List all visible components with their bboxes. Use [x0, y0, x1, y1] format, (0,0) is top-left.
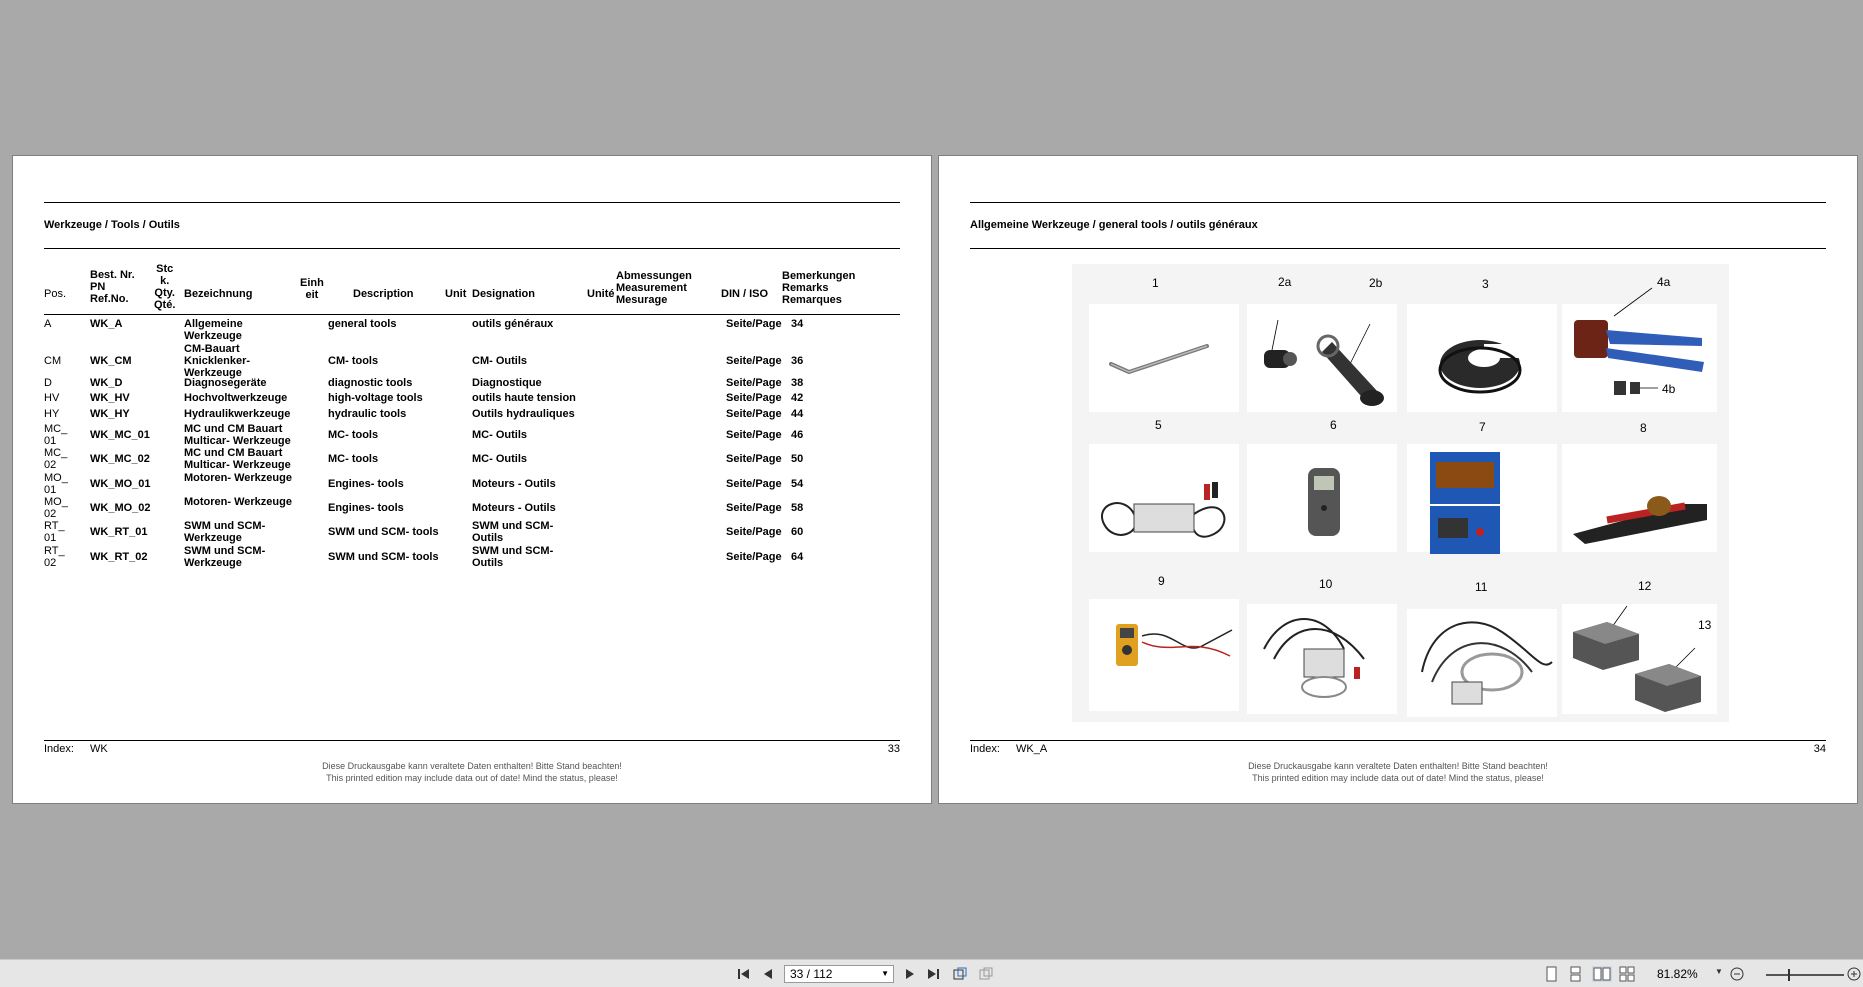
col-unite: Unité: [587, 288, 615, 300]
cell-din-iso: Seite/Page: [726, 392, 782, 404]
callout-2a: 2a: [1278, 275, 1292, 289]
cell-designation: CM- Outils: [472, 355, 527, 367]
cell-din-iso: Seite/Page: [726, 502, 782, 514]
page-indicator: 33 / 112: [790, 967, 833, 981]
footer-rule: [44, 740, 900, 741]
cell-designation: outils généraux: [472, 318, 554, 330]
cell-bezeichnung: Hydraulikwerkzeuge: [184, 408, 291, 420]
top-rule: [970, 202, 1826, 203]
col-best-nr: Best. Nr. PN Ref.No.: [90, 269, 135, 305]
disclaimer-de: Diese Druckausgabe kann veraltete Daten enthalten! Bitte Stand beachten!: [322, 761, 622, 771]
cell-pos: MC_ 01: [44, 423, 68, 447]
cell-best-nr: WK_CM: [90, 355, 132, 367]
callout-9: 9: [1158, 574, 1165, 588]
cell-best-nr: WK_MC_02: [90, 453, 150, 465]
disclaimer-en: This printed edition may include data out of date! Mind the status, please!: [1252, 773, 1544, 783]
document-page-right: [938, 155, 1858, 804]
cell-description: general tools: [328, 318, 397, 330]
callout-2b: 2b: [1369, 276, 1383, 290]
cell-best-nr: WK_A: [90, 318, 123, 330]
last-page-icon[interactable]: [925, 966, 941, 982]
disclaimer-de: Diese Druckausgabe kann veraltete Daten enthalten! Bitte Stand beachten!: [1248, 761, 1548, 771]
cell-designation: SWM und SCM- Outils: [472, 520, 554, 544]
callout-8: 8: [1640, 421, 1647, 435]
cell-designation: Outils hydrauliques: [472, 408, 575, 420]
disclaimer-en: This printed edition may include data out of date! Mind the status, please!: [326, 773, 618, 783]
crimping-pliers-image: [1564, 286, 1714, 416]
cell-description: MC- tools: [328, 453, 379, 465]
cell-din-iso: Seite/Page: [726, 408, 782, 420]
cell-pos: MC_ 02: [44, 447, 68, 471]
callout-4a: 4a: [1657, 275, 1671, 289]
cell-din-iso: Seite/Page: [726, 478, 782, 490]
cell-description: hydraulic tools: [328, 408, 407, 420]
current-probe-cable-image: [1094, 474, 1234, 554]
viewer-toolbar: [0, 959, 1863, 987]
diagnostic-cable-set-image: [1254, 609, 1394, 709]
callout-11: 11: [1475, 580, 1488, 594]
col-bezeichnung: Bezeichnung: [184, 288, 253, 300]
first-page-icon[interactable]: [736, 966, 752, 982]
cell-designation: outils haute tension: [472, 392, 576, 404]
page-heading: Allgemeine Werkzeuge / general tools / outils généraux: [970, 219, 1258, 231]
cell-description: SWM und SCM- tools: [328, 526, 439, 538]
multimeter-image: [1112, 616, 1242, 686]
cell-din-iso: Seite/Page: [726, 551, 782, 563]
rotate-icon[interactable]: [952, 966, 968, 982]
ignition-cable-set-image: [1412, 612, 1557, 712]
cell-description: MC- tools: [328, 429, 379, 441]
storage-boxes-image: [1567, 604, 1717, 714]
cell-page-ref: 46: [791, 429, 804, 441]
cell-best-nr: WK_MO_02: [90, 502, 151, 514]
cell-page-ref: 44: [791, 408, 804, 420]
cell-pos: CM: [44, 355, 62, 367]
footer-index-value: WK_A: [1016, 743, 1048, 755]
next-page-icon[interactable]: [902, 966, 918, 982]
callout-6: 6: [1330, 418, 1337, 432]
footer-rule: [970, 740, 1826, 741]
cell-bezeichnung: MC und CM Bauart Multicar- Werkzeuge: [184, 423, 291, 447]
cell-din-iso: Seite/Page: [726, 355, 782, 367]
zoom-dropdown-icon[interactable]: ▼: [1715, 967, 1723, 976]
footer-page-number: 33: [887, 743, 900, 755]
footer-page-number: 34: [1813, 743, 1826, 755]
footer-index-value: WK: [90, 743, 108, 755]
cell-best-nr: WK_D: [90, 377, 123, 389]
zoom-in-icon[interactable]: [1846, 966, 1862, 982]
cell-pos: MO_ 02: [44, 496, 68, 520]
continuous-view-icon[interactable]: [1567, 966, 1583, 982]
heading-rule: [970, 248, 1826, 249]
tools-photo-panel: [1072, 264, 1729, 722]
callout-3: 3: [1482, 277, 1489, 291]
cell-page-ref: 54: [791, 478, 804, 490]
cell-designation: Diagnostique: [472, 377, 542, 389]
cell-description: CM- tools: [328, 355, 379, 367]
col-qty: Stc k. Qty. Qté.: [154, 263, 176, 311]
cell-page-ref: 50: [791, 453, 804, 465]
callout-4b: 4b: [1662, 382, 1676, 396]
single-page-view-icon[interactable]: [1543, 966, 1559, 982]
zoom-slider-thumb[interactable]: [1788, 969, 1790, 981]
fit-icon[interactable]: [978, 966, 994, 982]
cell-page-ref: 60: [791, 526, 804, 538]
callout-10: 10: [1319, 577, 1333, 591]
page-heading: Werkzeuge / Tools / Outils: [44, 219, 180, 231]
sensor-wrench-image: [1567, 480, 1717, 550]
two-page-view-icon[interactable]: [1592, 966, 1612, 982]
cell-page-ref: 36: [791, 355, 804, 367]
cell-description: Engines- tools: [328, 478, 404, 490]
cell-best-nr: WK_HY: [90, 408, 130, 420]
previous-page-icon[interactable]: [760, 966, 776, 982]
zoom-level[interactable]: 81.82%: [1657, 967, 1698, 981]
cell-bezeichnung: Allgemeine Werkzeuge: [184, 318, 243, 342]
footer-index-label: Index:: [970, 743, 1000, 755]
cell-bezeichnung: Motoren- Werkzeuge: [184, 472, 292, 484]
col-din-iso: DIN / ISO: [721, 288, 769, 300]
cell-page-ref: 58: [791, 502, 804, 514]
table-header-rule: [44, 314, 900, 315]
cell-page-ref: 42: [791, 392, 804, 404]
top-rule: [44, 202, 900, 203]
cell-pos: HY: [44, 408, 60, 420]
zoom-slider[interactable]: [1766, 974, 1844, 976]
zoom-out-icon[interactable]: [1729, 966, 1745, 982]
cell-page-ref: 64: [791, 551, 804, 563]
col-abmessungen: Abmessungen Measurement Mesurage: [616, 270, 692, 306]
cell-page-ref: 38: [791, 377, 804, 389]
document-page-left: [12, 155, 932, 804]
cell-pos: MO_ 01: [44, 472, 68, 496]
cell-din-iso: Seite/Page: [726, 429, 782, 441]
cell-designation: MC- Outils: [472, 453, 527, 465]
col-unit: Unit: [445, 288, 467, 300]
cell-bezeichnung: Diagnosegeräte: [184, 377, 267, 389]
cell-description: Engines- tools: [328, 502, 404, 514]
ring-tool-image: [1432, 324, 1532, 404]
cell-din-iso: Seite/Page: [726, 377, 782, 389]
hex-key-image: [1107, 336, 1217, 376]
cell-bezeichnung: Motoren- Werkzeuge: [184, 496, 292, 508]
cell-best-nr: WK_RT_01: [90, 526, 148, 538]
adapter-and-lever-image: [1260, 312, 1395, 412]
col-designation: Designation: [472, 288, 535, 300]
cell-pos: HV: [44, 392, 60, 404]
col-bemerkungen: Bemerkungen Remarks Remarques: [782, 270, 856, 306]
col-einheit: Einh eit: [300, 277, 324, 301]
callout-5: 5: [1155, 418, 1162, 432]
cell-bezeichnung: MC und CM Bauart Multicar- Werkzeuge: [184, 447, 291, 471]
cell-page-ref: 34: [791, 318, 804, 330]
cell-description: high-voltage tools: [328, 392, 423, 404]
heading-rule: [44, 248, 900, 249]
col-pos: Pos.: [44, 288, 67, 300]
two-page-continuous-view-icon[interactable]: [1619, 966, 1635, 982]
cell-best-nr: WK_MO_01: [90, 478, 151, 490]
callout-12: 12: [1638, 579, 1652, 593]
footer-index-label: Index:: [44, 743, 74, 755]
cell-designation: Moteurs - Outils: [472, 478, 556, 490]
cell-din-iso: Seite/Page: [726, 453, 782, 465]
cell-pos: RT_ 01: [44, 520, 65, 544]
tachometer-image: [1300, 462, 1350, 542]
page-number-input[interactable]: [784, 965, 894, 983]
chevron-down-icon[interactable]: ▼: [881, 969, 889, 978]
cell-best-nr: WK_MC_01: [90, 429, 150, 441]
cell-pos: RT_ 02: [44, 545, 65, 569]
cell-pos: D: [44, 377, 52, 389]
cell-designation: MC- Outils: [472, 429, 527, 441]
callout-1: 1: [1152, 276, 1159, 290]
cell-din-iso: Seite/Page: [726, 318, 782, 330]
tool-case-image: [1420, 448, 1520, 558]
callout-7: 7: [1479, 420, 1486, 434]
cell-bezeichnung: SWM und SCM- Werkzeuge: [184, 545, 266, 569]
cell-designation: Moteurs - Outils: [472, 502, 556, 514]
cell-bezeichnung: CM-Bauart Knicklenker- Werkzeuge: [184, 343, 251, 379]
cell-designation: SWM und SCM- Outils: [472, 545, 554, 569]
cell-description: diagnostic tools: [328, 377, 413, 389]
cell-best-nr: WK_HV: [90, 392, 130, 404]
callout-13: 13: [1698, 618, 1712, 632]
cell-pos: A: [44, 318, 52, 330]
cell-bezeichnung: SWM und SCM- Werkzeuge: [184, 520, 266, 544]
col-description: Description: [353, 288, 414, 300]
cell-best-nr: WK_RT_02: [90, 551, 148, 563]
cell-din-iso: Seite/Page: [726, 526, 782, 538]
cell-description: SWM und SCM- tools: [328, 551, 439, 563]
cell-bezeichnung: Hochvoltwerkzeuge: [184, 392, 288, 404]
